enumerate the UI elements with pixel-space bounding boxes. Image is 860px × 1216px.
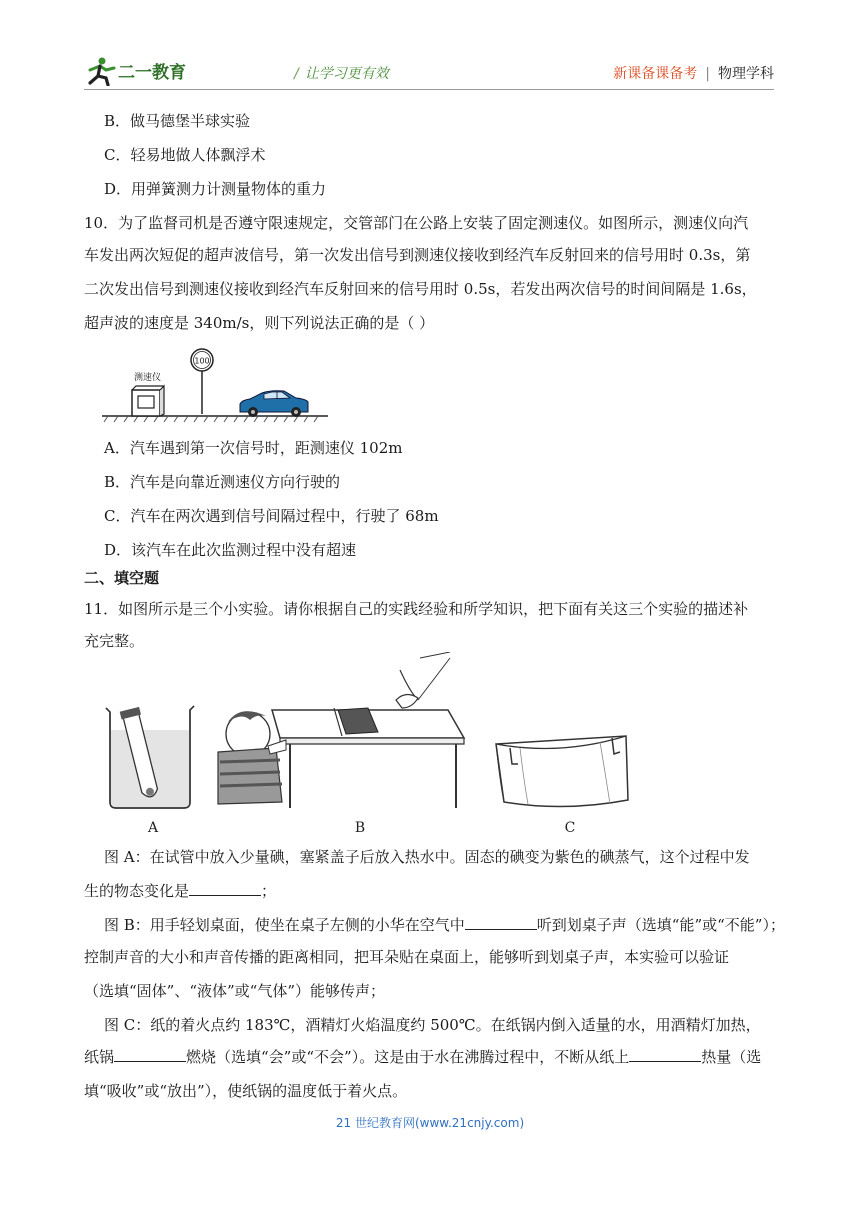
fig-c-text-1: 图 C：纸的着火点约 183℃，酒精灯火焰温度约 500℃。在纸锅内倒入适量的水，用酒精灯加热， (104, 1016, 761, 1034)
answer-blank-4[interactable] (629, 1047, 701, 1062)
speed-limit-sign-icon (191, 349, 213, 414)
footer-link[interactable]: 21 世纪教育网(www.21cnjy.com) (335, 1116, 525, 1130)
section-title: 二、填空题 (84, 569, 160, 587)
q9-option-b: B．做马德堡半球实验 (104, 112, 251, 130)
fig-c-text-3: 填“吸收”或“放出”），使纸锅的温度低于着火点。 (84, 1082, 408, 1100)
header-subject: 新课备课备考 | 物理学科 (613, 66, 774, 82)
q10-option-b: B．汽车是向靠近测速仪方向行驶的 (104, 473, 341, 491)
q10-option-d: D．该汽车在此次监测过程中没有超速 (104, 541, 357, 559)
fig-a-text-2: 生的物态变化是 ； (84, 882, 277, 900)
fig-b-text-3: （选填“固体”、“液体”或“气体”）能够传声； (84, 982, 386, 1000)
boy-ear-on-table-icon (218, 652, 464, 808)
q10-text-3: 二次发出信号到测速仪接收到经汽车反射回来的信号用时 0.5s，若发出两次信号的时间间隔是 1.6s， (84, 280, 757, 298)
three-experiments-figure (100, 652, 700, 842)
answer-blank-3[interactable] (114, 1047, 186, 1062)
figure-label-a: A (147, 820, 159, 836)
q9-option-d: D．用弹簧测力计测量物体的重力 (104, 180, 327, 198)
q9-option-c: C．轻易地做人体飘浮术 (104, 146, 266, 164)
speed-camera-label: 测速仪 (134, 373, 162, 383)
fig-b-text-1: 图 B：用手轻划桌面，使坐在桌子左侧的小华在空气中 听到划桌子声（选填“能”或“不能”）； (104, 916, 785, 934)
fig-a-text-1: 图 A：在试管中放入少量碘，塞紧盖子后放入热水中。固态的碘变为紫色的碘蒸气，这个过程中发 (104, 848, 750, 866)
q10-option-c: C．汽车在两次遇到信号间隔过程中，行驶了 68m (104, 507, 439, 525)
q10-text-1: 10．为了监督司机是否遵守限速规定，交管部门在公路上安装了固定测速仪。如图所示，测速仪向汽 (84, 214, 749, 232)
q11-text-2: 充完整。 (84, 632, 145, 650)
speed-limit-label: 100 (194, 356, 210, 366)
running-man-icon (90, 58, 114, 86)
answer-blank-1[interactable] (189, 881, 261, 896)
fig-b-text-2: 控制声音的大小和声音传播的距离相同，把耳朵贴在桌面上，能够听到划桌子声，本实验可以验证 (84, 948, 730, 966)
beaker-test-tube-icon (106, 706, 194, 808)
slogan: / 让学习更有效 (294, 66, 389, 82)
car-icon (240, 391, 308, 417)
speed-camera-figure (100, 344, 330, 424)
q11-text-1: 11．如图所示是三个小实验。请你根据自己的实践经验和所学知识，把下面有关这三个实验的描述补 (84, 600, 749, 618)
figure-label-c: C (564, 820, 576, 836)
q10-option-a: A．汽车遇到第一次信号时，距测速仪 102m (104, 439, 403, 457)
q10-text-4: 超声波的速度是 340m/s，则下列说法正确的是（ ） (84, 314, 435, 332)
page-header (84, 54, 774, 90)
speed-camera-device (132, 386, 164, 416)
figure-label-b: B (354, 820, 366, 836)
fig-c-text-2: 纸锅 燃烧（选填“会”或“不会”）。这是由于水在沸腾过程中，不断从纸上 热量（选 (84, 1048, 762, 1066)
header-divider (84, 89, 774, 90)
brand-name: 二一教育 (118, 63, 186, 83)
brand-logo (84, 56, 284, 86)
q10-text-2: 车发出两次短促的超声波信号，第一次发出信号到测速仪接收到经汽车反射回来的信号用时 0.3s，第 (84, 246, 751, 264)
paper-pot-icon (496, 736, 628, 807)
answer-blank-2[interactable] (465, 915, 537, 930)
